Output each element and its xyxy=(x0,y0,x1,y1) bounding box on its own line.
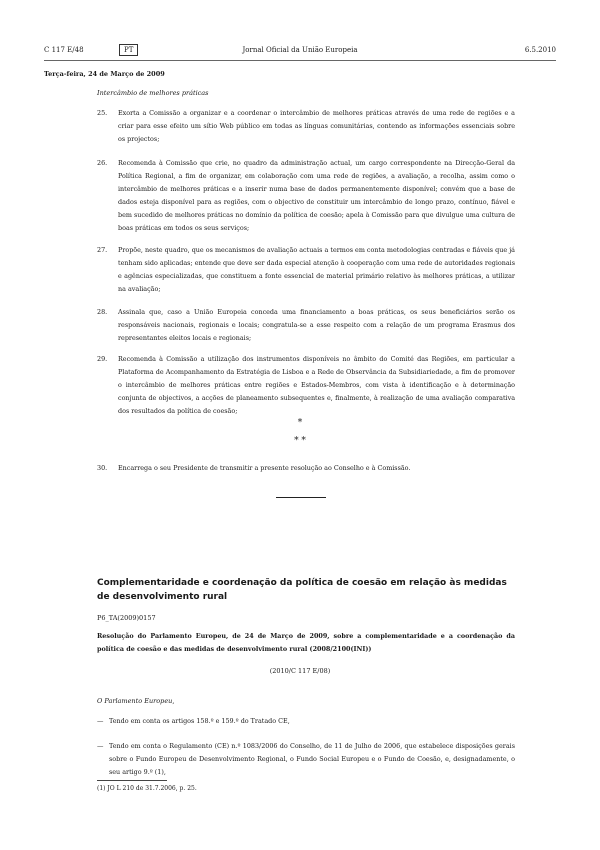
paragraph-number: 27. xyxy=(97,246,108,254)
footnote: (1) JO L 210 de 31.7.2006, p. 25. xyxy=(97,785,197,792)
official-journal-reference: (2010/C 117 E/08) xyxy=(269,667,331,675)
parliament-line: O Parlamento Europeu, xyxy=(97,697,175,705)
asterism-top: * xyxy=(297,418,303,428)
paragraph-25 xyxy=(97,107,515,146)
paragraph-text: Assinala que, caso a União Europeia conceda uma financiamento a boas práticas, os seus beneficiários serão os responsáveis nacionais, regionais e locais; congratula-se a esse respeito com a relação de um programa Erasmus dos representantes eleitos locais e regionais; xyxy=(118,308,515,342)
paragraph-number: 28. xyxy=(97,308,108,316)
language-badge: PT xyxy=(119,44,138,56)
section-separator xyxy=(276,497,326,498)
citation-text: Tendo em conta o Regulamento (CE) n.º 1083/2006 do Conselho, de 11 de Julho de 2006, que estabelece disposições gerais sobre o Fundo Europeu de Desenvolvimento Regional, o Fundo Social Europeu e o Fundo de Coesão, e, designadamente, o seu artigo 9.º (1), xyxy=(109,742,515,776)
page-header xyxy=(44,44,556,58)
citation-text: Tendo em conta os artigos 158.º e 159.º do Tratado CE, xyxy=(109,717,290,725)
header-divider xyxy=(44,60,556,61)
citation-item xyxy=(97,740,515,779)
section-subheading: Intercâmbio de melhores práticas xyxy=(97,89,209,97)
sitting-date: Terça-feira, 24 de Março de 2009 xyxy=(44,70,165,78)
paragraph-number: 29. xyxy=(97,355,108,363)
citation-item xyxy=(97,715,515,728)
paragraph-text: Exorta a Comissão a organizar e a coordenar o intercâmbio de melhores práticas através de uma rede de regiões e a criar para esse efeito um sítio Web público em todas as línguas comunitárias, contendo as informações essenciais sobre os projectos; xyxy=(118,109,515,143)
footnote-divider xyxy=(97,780,167,781)
paragraph-30 xyxy=(97,462,515,475)
paragraph-26 xyxy=(97,157,515,235)
paragraph-number: 25. xyxy=(97,109,108,117)
paragraph-27 xyxy=(97,244,515,296)
paragraph-text: Propõe, neste quadro, que os mecanismos de avaliação actuais a termos em conta metodologias centradas e fiáveis que já tenham sido aplicadas; entende que deve ser dada especial atenção à cooperação com uma rede de autoridades regionais e agências especializadas, que constituem a fonte essencial de material primário relativo às melhores práticas, a utilizar na avaliação; xyxy=(118,246,515,293)
paragraph-text: Recomenda à Comissão a utilização dos instrumentos disponíveis no âmbito do Comité das Regiões, em particular a Plataforma de Acompanhamento da Estratégia de Lisboa e a Rede de Observância da Subsidiariedade, a fim de promover o intercâmbio de melhores práticas entre regiões e Estados-Membros, com vista à identificação e à determinação conjunta de objectivos, a acções de planeamento subsequentes e, finalmente, à realização de uma avaliação comparativa dos resultados da política de coesão; xyxy=(118,355,515,415)
document-reference: P6_TA(2009)0157 xyxy=(97,614,156,622)
journal-series: C 117 E/48 xyxy=(44,46,84,54)
dash-marker: — xyxy=(97,742,104,750)
paragraph-number: 26. xyxy=(97,159,108,167)
paragraph-28 xyxy=(97,306,515,345)
section-title: Complementaridade e coordenação da política de coesão em relação às medidas de desenvolvimento rural xyxy=(97,578,507,602)
asterism-bottom: * * xyxy=(294,436,306,446)
paragraph-text: Recomenda à Comissão que crie, no quadro da administração actual, um cargo correspondente na Direcção-Geral da Política Regional, a fim de organizar, em colaboração com uma rede de regiões, a avaliação, a recolha, assim como o intercâmbio de melhores práticas e a inserir numa base de dados permanentemente disponível; convém que a base de dados esteja disponível para as regiões, com o objectivo de constituir um intercâmbio de longo prazo, contínuo, fiável e bem sucedido de melhores práticas no domínio da política de coesão; apela à Comissão para que divulgue uma cultura de boas práticas em todos os seus serviços; xyxy=(118,159,515,232)
paragraph-number: 30. xyxy=(97,464,108,472)
dash-marker: — xyxy=(97,717,104,725)
paragraph-29 xyxy=(97,353,515,418)
journal-title: Jornal Oficial da União Europeia xyxy=(242,46,358,54)
resolution-heading: Resolução do Parlamento Europeu, de 24 de Março de 2009, sobre a complementaridade e a coordenação da política de coesão e das medidas de desenvolvimento rural (2008/2100(INI)) xyxy=(97,632,515,653)
paragraph-text: Encarrega o seu Presidente de transmitir a presente resolução ao Conselho e à Comissão. xyxy=(118,464,411,472)
journal-date: 6.5.2010 xyxy=(524,46,556,54)
